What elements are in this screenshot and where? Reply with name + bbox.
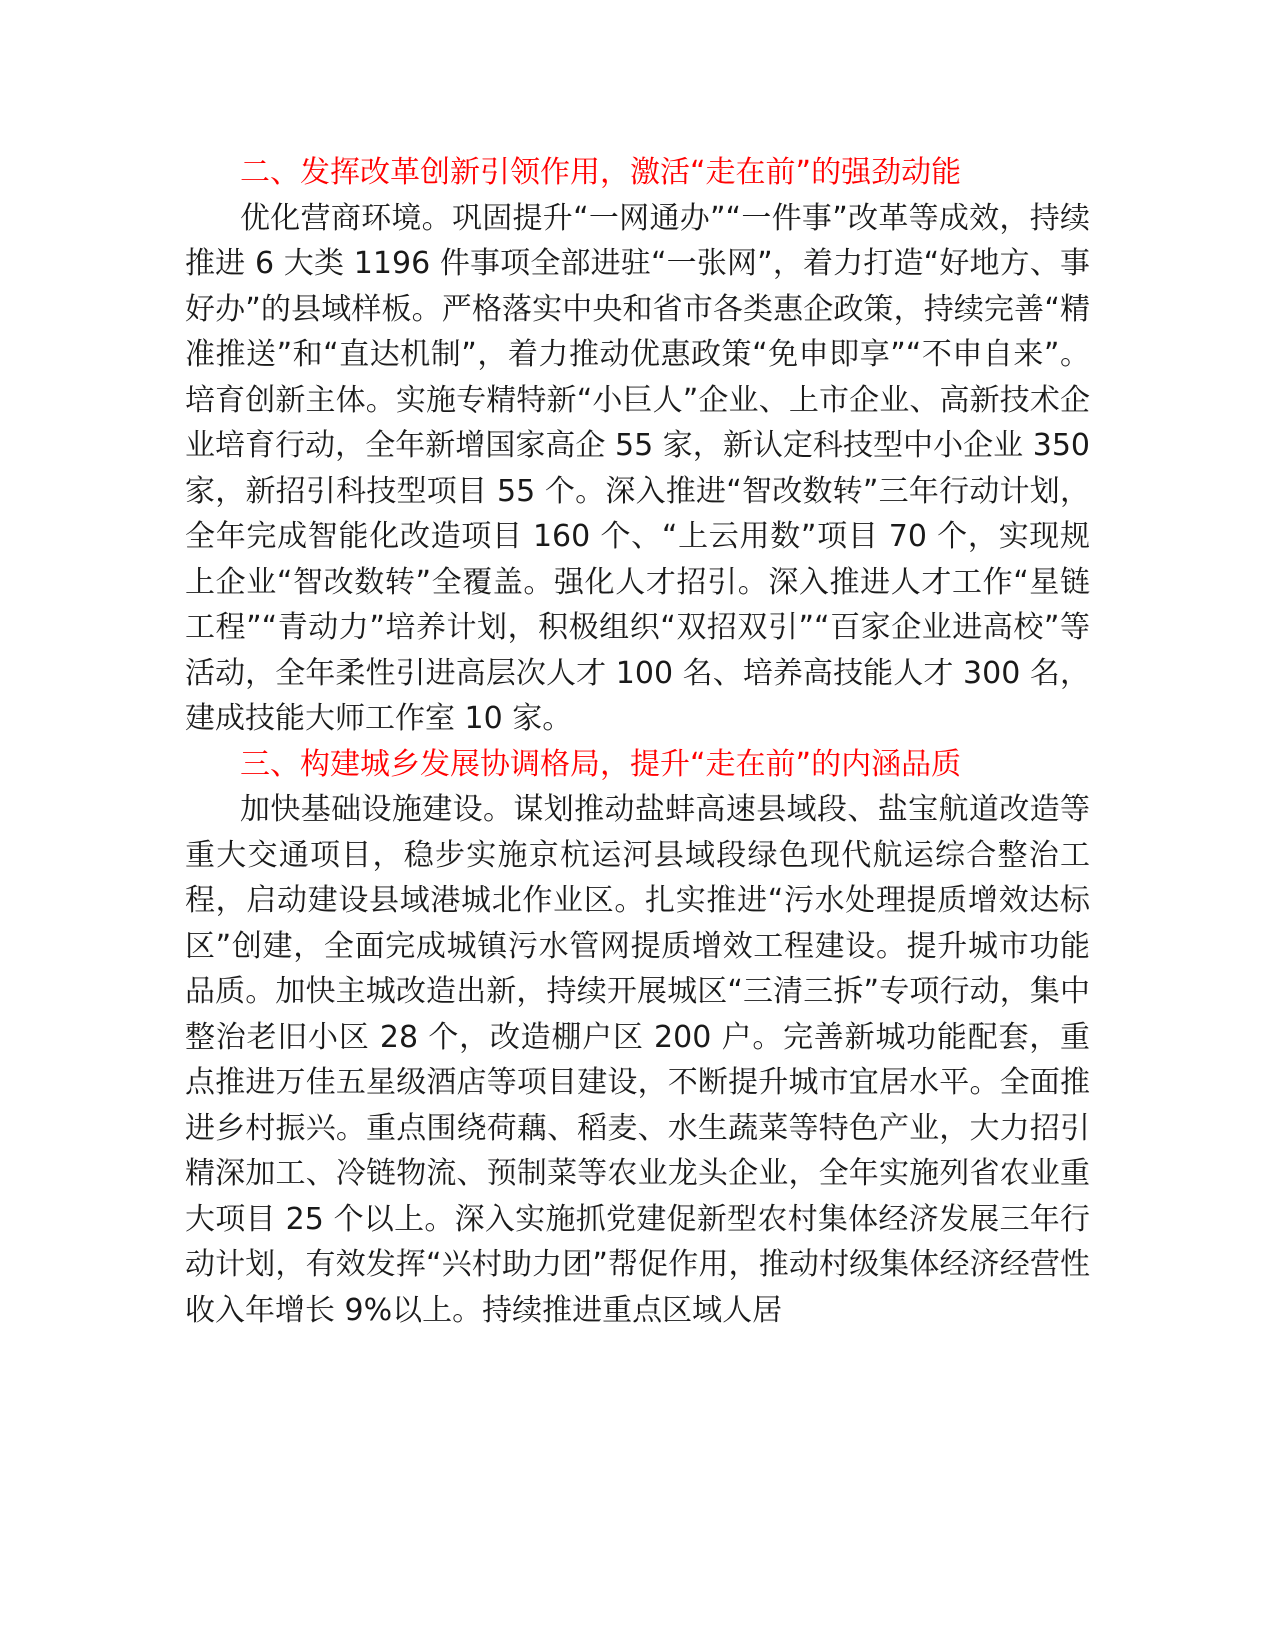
section-3-paragraph: 加快基础设施建设。谋划推动盐蚌高速县域段、盐宝航道改造等重大交通项目，稳步实施京杭运河县域段绿色现代航运综合整治工程，启动建设县域港城北作业区。扎实推进“污水处理提质增效达标区”创建，全面完成城镇污水管网提质增效工程建设。提升城市功能品质。加快主城改造出新，持续开展城区“三清三拆”专项行动，集中整治老旧小区 28 个，改造棚户区 200 户。完善新城功能配套，重点推进万佳五星级酒店等项目建设，不断提升城市宜居水平。全面推进乡村振兴。重点围绕荷藕、稻麦、水生蔬菜等特色产业，大力招引精深加工、冷链物流、预制菜等农业龙头企业，全年实施列省农业重大项目 25 个以上。深入实施抓党建促新型农村集体经济发展三年行动计划，有效发挥“兴村助力团”帮促作用，推动村级集体经济经营性收入年增长 9%以上。持续推进重点区域人居 (185, 792, 1090, 1328)
section-2-paragraph: 优化营商环境。巩固提升“一网通办”“一件事”改革等成效，持续推进 6 大类 1196 件事项全部进驻“一张网”，着力打造“好地方、事好办”的县域样板。严格落实中央和省市各类惠企政策，持续完善“精准推送”和“直达机制”，着力推动优惠政策“免申即享”“不申自来”。培育创新主体。实施专精特新“小巨人”企业、上市企业、高新技术企业培育行动，全年新增国家高企 55 家，新认定科技型中小企业 350 家，新招引科技型项目 55 个。深入推进“智改数转”三年行动计划，全年完成智能化改造项目 160 个、“上云用数”项目 70 个，实现规上企业“智改数转”全覆盖。强化人才招引。深入推进人才工作“星链工程”“青动力”培养计划，积极组织“双招双引”“百家企业进高校”等活动，全年柔性引进高层次人才 100 名、培养高技能人才 300 名，建成技能大师工作室 10 家。 (185, 200, 1090, 736)
section-2-heading: 二、发挥改革创新引领作用，激活“走在前”的强劲动能 (240, 155, 962, 190)
document-body (185, 150, 1090, 1333)
section-3-heading: 三、构建城乡发展协调格局，提升“走在前”的内涵品质 (240, 746, 962, 782)
